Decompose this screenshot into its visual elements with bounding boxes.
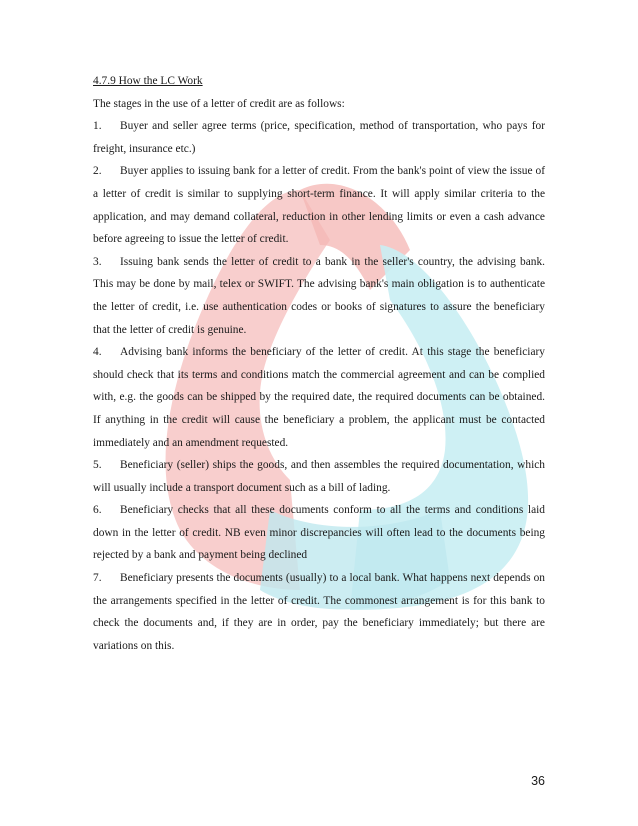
list-item-number: 5. xyxy=(93,459,102,472)
list-item xyxy=(93,160,545,250)
list-item-text: Beneficiary checks that all these documents conform to all the terms and conditions laid down in the letter of credit. NB even minor discrepancies will often lead to the documents being rejected by a bank and payment being declined xyxy=(93,504,545,562)
page-number: 36 xyxy=(531,774,545,788)
section-heading: 4.7.9 How the LC Work xyxy=(93,75,203,87)
list-item-text: Buyer applies to issuing bank for a letter of credit. From the bank's point of view the issue of a letter of credit is similar to supplying short-term finance. It will apply similar criteria to the application, and may demand collateral, reduction in other lending limits or even a cash advance before agreeing to issue the letter of credit. xyxy=(93,165,545,246)
list-item xyxy=(93,499,545,567)
list-item-text: Issuing bank sends the letter of credit to a bank in the seller's country, the advising bank. This may be done by mail, telex or SWIFT. The advising bank's main obligation is to authenticate the letter of credit, i.e. use authentication codes or books of signatures to assure the beneficiary that the letter of credit is genuine. xyxy=(93,255,545,336)
list-item-number: 4. xyxy=(93,346,102,359)
intro-paragraph: The stages in the use of a letter of credit are as follows: xyxy=(93,97,345,110)
list-item-number: 1. xyxy=(93,120,102,133)
list-item-number: 3. xyxy=(93,255,102,268)
list-item-number: 2. xyxy=(93,165,102,178)
list-item-text: Advising bank informs the beneficiary of the letter of credit. At this stage the beneficiary should check that its terms and conditions match the commercial agreement and can be complied with, e.g. the goods can be shipped by the required date, the required documents can be obtained. If anything in the credit will cause the beneficiary a problem, the applicant must be contacted immediately and an amendment requested. xyxy=(93,346,545,449)
list-item xyxy=(93,115,545,160)
list-item xyxy=(93,567,545,657)
document-body xyxy=(93,70,545,657)
list-item-number: 7. xyxy=(93,572,102,585)
list-item xyxy=(93,454,545,499)
list-item-text: Beneficiary presents the documents (usually) to a local bank. What happens next depends on the arrangements specified in the letter of credit. The commonest arrangement is for this bank to check the documents and, if they are in order, pay the beneficiary immediately; but there are variations on this. xyxy=(93,572,545,652)
list-item xyxy=(93,341,545,454)
list-item-text: Buyer and seller agree terms (price, specification, method of transportation, who pays for freight, insurance etc.) xyxy=(93,120,545,155)
list-item-number: 6. xyxy=(93,504,102,517)
list-item xyxy=(93,251,545,341)
list-item-text: Beneficiary (seller) ships the goods, and then assembles the required documentation, which will usually include a transport document such as a bill of lading. xyxy=(93,459,545,494)
